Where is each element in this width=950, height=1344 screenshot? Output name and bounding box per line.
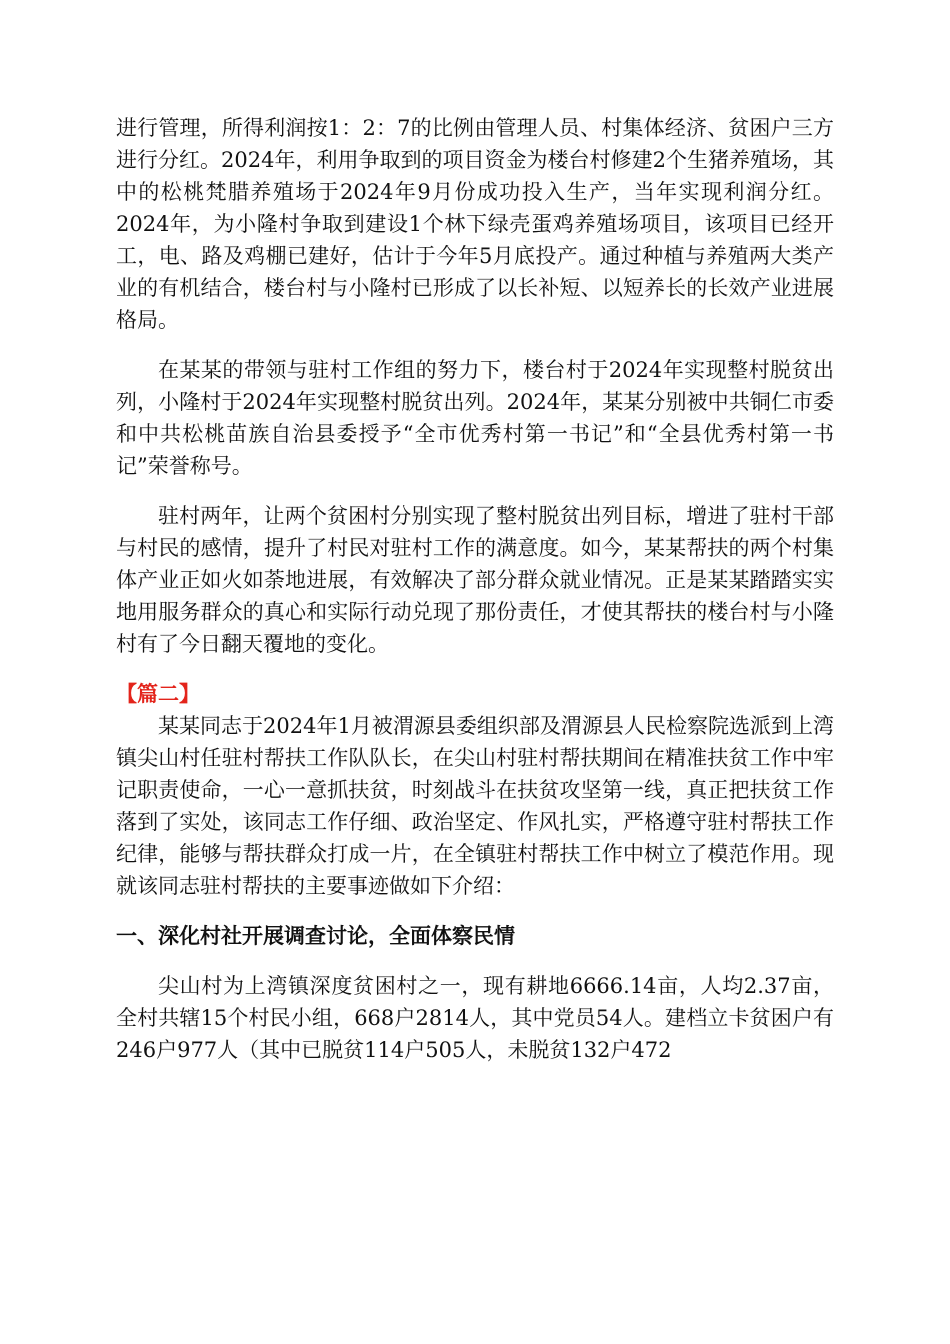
paragraph-1: 进行管理，所得利润按1：2：7的比例由管理人员、村集体经济、贫困户三方进行分红。2024年，利用争取到的项目资金为楼台村修建2个生猪养殖场，其中的松桃梵腊养殖场于2024年9月份成功投入生产，当年实现利润分红。2024年，为小隆村争取到建设1个林下绿壳蛋鸡养殖场项目，该项目已经开工，电、路及鸡棚已建好，估计于今年5月底投产。通过种植与养殖两大类产业的有机结合，楼台村与小隆村已形成了以长补短、以短养长的长效产业进展格局。: [116, 116, 834, 332]
paragraph-2: 在某某的带领与驻村工作组的努力下，楼台村于2024年实现整村脱贫出列，小隆村于2024年实现整村脱贫出列。2024年，某某分别被中共铜仁市委和中共松桃苗族自治县委授予“全市优秀村第一书记”和“全县优秀村第一书记”荣誉称号。: [116, 358, 834, 478]
paragraph-5: 尖山村为上湾镇深度贫困村之一，现有耕地6666.14亩，人均2.37亩，全村共辖15个村民小组，668户2814人，其中党员54人。建档立卡贫困户有246户977人（其中已脱贫114户505人，未脱贫132户472: [116, 974, 834, 1062]
paragraph-3: 驻村两年，让两个贫困村分别实现了整村脱贫出列目标，增进了驻村干部与村民的感情，提升了村民对驻村工作的满意度。如今，某某帮扶的两个村集体产业正如火如荼地进展，有效解决了部分群众就业情况。正是某某踏踏实实地用服务群众的真心和实际行动兑现了那份责任，才使其帮扶的楼台村与小隆村有了今日翻天覆地的变化。: [116, 504, 834, 656]
paragraph-4: 某某同志于2024年1月被渭源县委组织部及渭源县人民检察院选派到上湾镇尖山村任驻村帮扶工作队队长，在尖山村驻村帮扶期间在精准扶贫工作中牢记职责使命，一心一意抓扶贫，时刻战斗在扶贫攻坚第一线，真正把扶贫工作落到了实处，该同志工作仔细、政治坚定、作风扎实，严格遵守驻村帮扶工作纪律，能够与帮扶群众打成一片，在全镇驻村帮扶工作中树立了模范作用。现就该同志驻村帮扶的主要事迹做如下介绍：: [116, 714, 834, 898]
document-page: [116, 112, 834, 1066]
section-label: 【篇二】: [116, 681, 200, 706]
section-heading: 一、深化村社开展调查讨论，全面体察民情: [116, 924, 515, 948]
